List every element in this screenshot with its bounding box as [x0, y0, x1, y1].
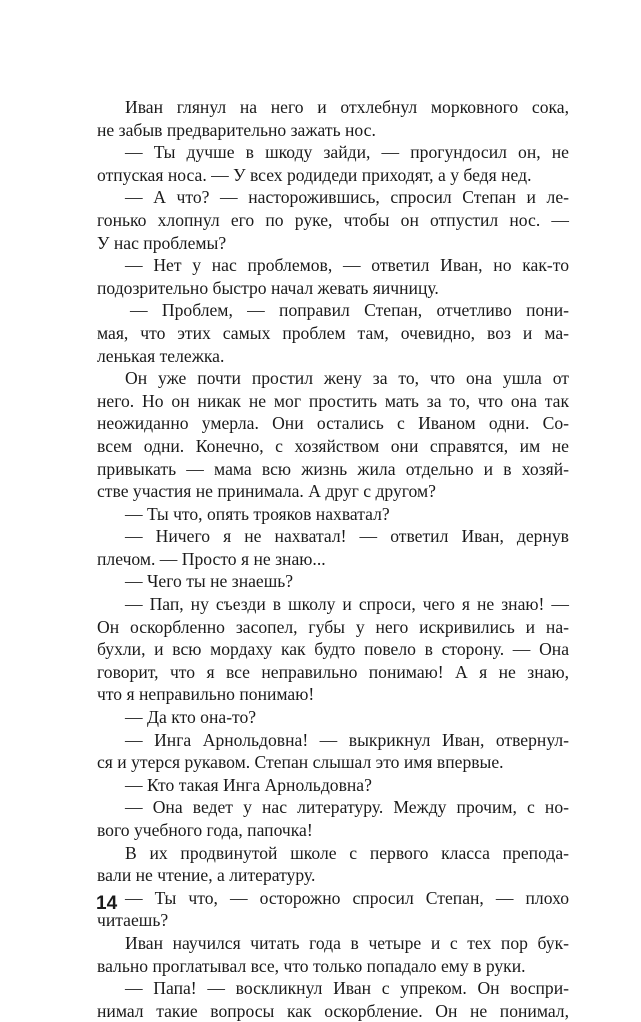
text-line: читаешь? — [97, 910, 169, 931]
text-line: не забыв предварительно зажать нос. — [97, 119, 376, 140]
text-line: — Пап, ну съезди в школу и спроси, чего я не знаю! — — [125, 594, 569, 615]
text-line: — Кто такая Инга Арнольдовна? — [125, 774, 372, 795]
text-line: бухли, и всю мордаху как будто повело в сторону. — Она — [97, 639, 569, 660]
text-line: гонько хлопнул его по руке, чтобы он отпустил нос. — — [97, 209, 569, 230]
text-line: — Она ведет у нас литературу. Между прочим, с но- — [125, 797, 569, 818]
text-line: — Ты дучше в шкоду зайди, — прогундосил он, не — [125, 142, 569, 163]
page-number: 14 — [96, 893, 118, 914]
text-line: нимал такие вопросы как оскорбление. Он не понимал, — [97, 1000, 569, 1021]
text-line: вально проглатывал все, что только попадало ему в руки. — [97, 955, 526, 976]
text-line: мая, что этих самых проблем там, очевидно, воз и ма- — [97, 322, 569, 343]
text-line: что я неправильно понимаю! — [97, 684, 315, 705]
text-line: — Ничего я не нахватал! — ответил Иван, дернув — [125, 526, 569, 547]
text-line: неожиданно умерла. Они остались с Иваном одни. Со- — [97, 413, 569, 434]
text-line: — Проблем, — поправил Степан, отчетливо пони- — [130, 300, 569, 321]
text-line: стве участия не принимала. А друг с другом? — [97, 481, 436, 502]
text-line: — Ты что, опять трояков нахватал? — [125, 503, 390, 524]
text-line: подозрительно быстро начал жевать яичницу. — [97, 277, 439, 298]
text-line: Иван глянул на него и отхлебнул морковного сока, — [125, 97, 569, 117]
page-text — [97, 96, 569, 1022]
text-line: У нас проблемы? — [97, 232, 227, 253]
text-line: — Папа! — воскликнул Иван с упреком. Он воспри- — [125, 978, 569, 999]
text-line: говорит, что я все неправильно понимаю! А я не знаю, — [97, 661, 569, 682]
text-line: всем одни. Конечно, с хозяйством они справятся, им не — [97, 435, 569, 456]
text-line: привыкать — мама всю жизнь жила отдельно и в хозяй- — [97, 458, 569, 479]
text-line: — Ты что, — осторожно спросил Степан, — плохо — [125, 887, 569, 908]
text-line: В их продвинутой школе с первого класса препода- — [125, 842, 569, 863]
text-line: — Нет у нас проблемов, — ответил Иван, но как-то — [125, 255, 569, 276]
text-line: — Чего ты не знаешь? — [125, 571, 294, 592]
text-line: ленькая тележка. — [97, 345, 225, 366]
text-line: ся и утерся рукавом. Степан слышал это имя впервые. — [97, 752, 504, 773]
text-line: отпуская носа. — У всех родидеди приходят, а у бедя нед. — [97, 164, 532, 185]
text-line: Он оскорбленно засопел, губы у него искривились и на- — [97, 616, 569, 637]
text-line: — Да кто она-то? — [125, 707, 257, 728]
text-line: Он уже почти простил жену за то, что она ушла от — [125, 368, 569, 389]
text-line: него. Но он никак не мог простить мать за то, что она так — [97, 390, 569, 411]
text-line: плечом. — Просто я не знаю... — [97, 548, 326, 569]
text-line: Иван научился читать года в четыре и с тех пор бук- — [125, 932, 569, 953]
text-line: вого учебного года, папочка! — [97, 820, 313, 840]
text-line: вали не чтение, а литературу. — [97, 865, 316, 886]
text-line: — А что? — насторожившись, спросил Степан и ле- — [125, 187, 569, 208]
text-line: — Инга Арнольдовна! — выкрикнул Иван, отвернул- — [125, 729, 569, 750]
